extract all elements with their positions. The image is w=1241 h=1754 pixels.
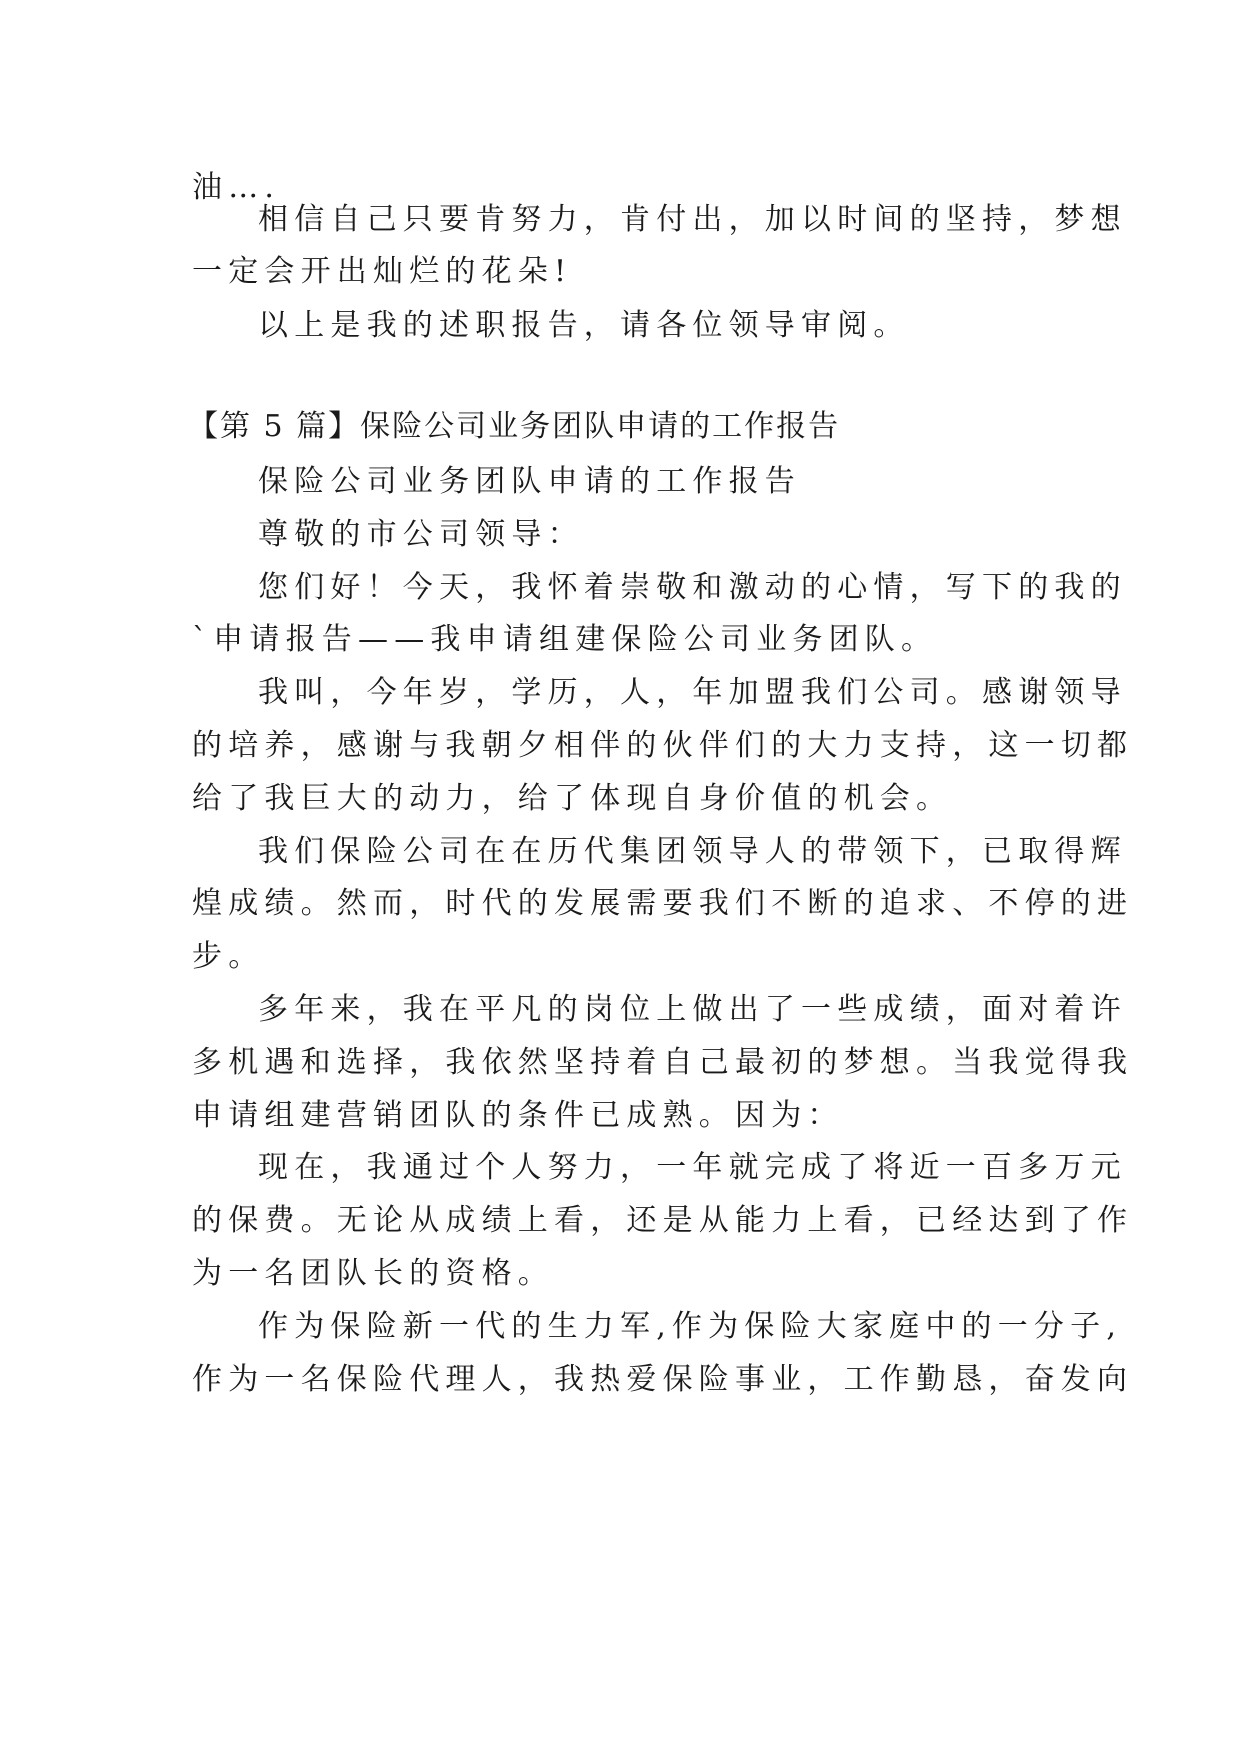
paragraph-line: 作为保险新一代的生力军,作为保险大家庭中的一分子, bbox=[258, 1309, 1123, 1344]
paragraph-line: 煌成绩。然而，时代的发展需要我们不断的追求、不停的进 bbox=[192, 886, 1134, 921]
paragraph-line: 给了我巨大的动力，给了体现自身价值的机会。 bbox=[192, 781, 953, 816]
paragraph-line: 油…. bbox=[192, 170, 281, 205]
section-heading: 【第 5 篇】保险公司业务团队申请的工作报告 bbox=[188, 409, 841, 444]
paragraph-line: 一定会开出灿烂的花朵! bbox=[192, 254, 573, 289]
paragraph-line: 多年来，我在平凡的岗位上做出了一些成绩，面对着许 bbox=[258, 992, 1127, 1027]
paragraph-line: 的培养，感谢与我朝夕相伴的伙伴们的大力支持，这一切都 bbox=[192, 728, 1134, 763]
paragraph-line: 申请组建营销团队的条件已成熟。因为： bbox=[192, 1098, 844, 1133]
paragraph-line: 以上是我的述职报告，请各位领导审阅。 bbox=[258, 308, 910, 343]
paragraph-line: 我叫，今年岁，学历，人，年加盟我们公司。感谢领导 bbox=[258, 675, 1127, 710]
paragraph-line: 相信自己只要肯努力，肯付出，加以时间的坚持，梦想 bbox=[258, 202, 1127, 237]
paragraph-line: 作为一名保险代理人，我热爱保险事业，工作勤恳，奋发向 bbox=[192, 1362, 1134, 1397]
paragraph-line: 您们好！今天，我怀着崇敬和激动的心情，写下的我的 bbox=[258, 570, 1127, 605]
paragraph-line: 现在，我通过个人努力，一年就完成了将近一百多万元 bbox=[258, 1150, 1127, 1185]
paragraph-line: 的保费。无论从成绩上看，还是从能力上看，已经达到了作 bbox=[192, 1203, 1134, 1238]
paragraph-line: 尊敬的市公司领导： bbox=[258, 517, 584, 552]
paragraph-line: 步。 bbox=[192, 939, 265, 974]
paragraph-line: 我们保险公司在在历代集团领导人的带领下，已取得辉 bbox=[258, 834, 1127, 869]
paragraph-line: 多机遇和选择，我依然坚持着自己最初的梦想。当我觉得我 bbox=[192, 1045, 1134, 1080]
paragraph-line: 为一名团队长的资格。 bbox=[192, 1256, 554, 1291]
paragraph-line: 保险公司业务团队申请的工作报告 bbox=[258, 464, 801, 499]
paragraph-line: `申请报告——我申请组建保险公司业务团队。 bbox=[192, 622, 938, 657]
